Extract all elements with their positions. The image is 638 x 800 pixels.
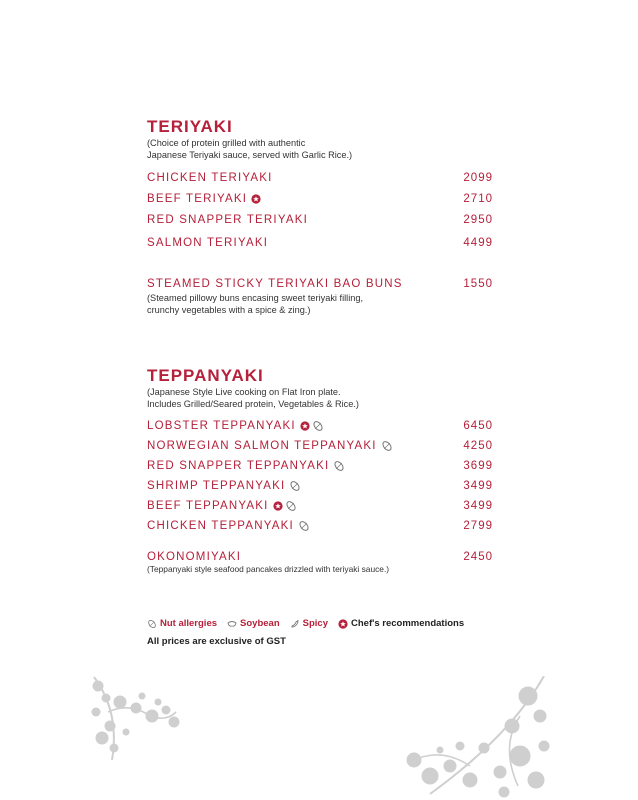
nut-allergy-icon [381, 440, 393, 452]
menu-item: BEEF TEPPANYAKI 3499 [147, 500, 493, 512]
item-price: 2799 [463, 520, 493, 532]
menu-item: LOBSTER TEPPANYAKI 6450 [147, 420, 493, 432]
item-price: 2950 [463, 214, 493, 226]
item-price: 3699 [463, 460, 493, 472]
item-price: 2450 [463, 551, 493, 563]
chef-recommendation-icon [300, 421, 310, 431]
menu-item: SALMON TERIYAKI 4499 [147, 237, 493, 249]
menu-item: CHICKEN TEPPANYAKI 2799 [147, 520, 493, 532]
nut-allergy-icon [298, 520, 310, 532]
menu-item: CHICKEN TERIYAKI 2099 [147, 172, 493, 184]
nut-allergy-icon [147, 619, 157, 629]
chef-recommendation-icon [273, 501, 283, 511]
teppanyaki-heading: TEPPANYAKI [147, 366, 264, 385]
soybean-icon [227, 620, 237, 628]
item-price: 1550 [463, 278, 493, 290]
legend-chef: Chef's recommendations [338, 618, 464, 629]
item-price: 4250 [463, 440, 493, 452]
nut-allergy-icon [333, 460, 345, 472]
item-price: 2710 [463, 193, 493, 205]
legend-soybean: Soybean [227, 618, 280, 629]
menu-item: NORWEGIAN SALMON TEPPANYAKI 4250 [147, 440, 493, 452]
teppanyaki-description: (Japanese Style Live cooking on Flat Iron plate. Includes Grilled/Seared protein, Vegetables & Rice.) [147, 387, 359, 409]
menu-item: STEAMED STICKY TERIYAKI BAO BUNS 1550 [147, 278, 493, 290]
item-price: 2099 [463, 172, 493, 184]
nut-allergy-icon [312, 420, 324, 432]
teriyaki-heading: TERIYAKI [147, 117, 233, 136]
chef-recommendation-icon [251, 194, 261, 204]
nut-allergy-icon [285, 500, 297, 512]
spicy-icon [290, 619, 300, 629]
allergen-legend [147, 618, 464, 629]
teriyaki-description: (Choice of protein grilled with authentic Japanese Teriyaki sauce, served with Garlic Rice.) [147, 138, 353, 160]
chef-recommendation-icon [338, 619, 348, 629]
menu-item: RED SNAPPER TEPPANYAKI 3699 [147, 460, 493, 472]
floral-decoration-right [400, 676, 550, 800]
menu-item: SHRIMP TEPPANYAKI 3499 [147, 480, 493, 492]
menu-item: BEEF TERIYAKI 2710 [147, 193, 493, 205]
floral-decoration-left [90, 672, 185, 762]
item-price: 6450 [463, 420, 493, 432]
gst-note: All prices are exclusive of GST [147, 636, 286, 647]
item-price: 4499 [463, 237, 493, 249]
legend-spicy: Spicy [290, 618, 328, 629]
item-price: 3499 [463, 480, 493, 492]
nut-allergy-icon [289, 480, 301, 492]
legend-nut: Nut allergies [147, 618, 217, 629]
item-price: 3499 [463, 500, 493, 512]
okonomiyaki-description: (Teppanyaki style seafood pancakes drizzled with teriyaki sauce.) [147, 564, 390, 574]
bao-description: (Steamed pillowy buns encasing sweet teriyaki filling, crunchy vegetables with a spice & zing.) [147, 293, 364, 315]
menu-item: RED SNAPPER TERIYAKI 2950 [147, 214, 493, 226]
menu-item: OKONOMIYAKI 2450 [147, 551, 493, 563]
